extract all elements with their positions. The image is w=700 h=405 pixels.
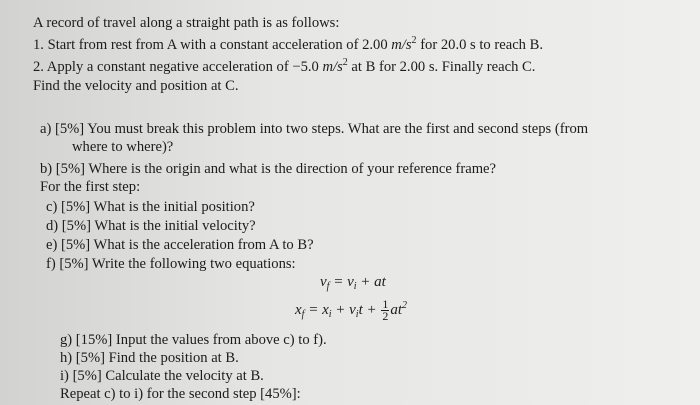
eq1-right: + at bbox=[356, 274, 386, 290]
question-d: d) [5%] What is the initial velocity? bbox=[46, 218, 256, 234]
question-i: i) [5%] Calculate the velocity at B. bbox=[60, 368, 264, 384]
eq2-exponent: 2 bbox=[402, 299, 408, 311]
question-h: h) [5%] Find the position at B. bbox=[60, 350, 239, 366]
equation-position bbox=[295, 299, 407, 322]
question-a-line-2: where to where)? bbox=[72, 139, 174, 155]
fraction-denominator: 2 bbox=[382, 309, 389, 323]
intro-line-1: A record of travel along a straight path is as follows: bbox=[33, 15, 340, 31]
squared-superscript: 2 bbox=[411, 35, 417, 46]
eq1-mid-sub: i bbox=[353, 281, 357, 292]
intro-line-3-pre: 2. Apply a constant negative acceleration of −5.0 bbox=[33, 59, 323, 75]
first-step-heading: For the first step: bbox=[40, 179, 141, 195]
eq2-mid-sub: i bbox=[328, 308, 332, 320]
one-half-fraction bbox=[381, 299, 389, 322]
question-e: e) [5%] What is the acceleration from A to B? bbox=[46, 237, 314, 253]
intro-line-2-unit: m/s bbox=[391, 37, 412, 53]
equation-velocity bbox=[320, 274, 386, 291]
intro-line-3-unit: m/s bbox=[322, 59, 343, 75]
eq2-t: t + bbox=[358, 301, 381, 318]
fraction-numerator: 1 bbox=[382, 297, 389, 311]
eq2-left-sub: f bbox=[301, 308, 305, 320]
intro-line-2 bbox=[33, 36, 543, 54]
intro-line-2-post: for 20.0 s to reach B. bbox=[416, 37, 543, 53]
eq2-mid: = x bbox=[304, 301, 329, 318]
eq1-left-sub: f bbox=[326, 281, 330, 292]
eq2-left: x bbox=[295, 301, 302, 318]
question-b: b) [5%] Where is the origin and what is the direction of your reference frame? bbox=[40, 161, 496, 177]
intro-line-3 bbox=[33, 58, 535, 76]
intro-line-3-post: at B for 2.00 s. Finally reach C. bbox=[347, 59, 536, 75]
question-f: f) [5%] Write the following two equations: bbox=[46, 256, 296, 272]
question-c: c) [5%] What is the initial position? bbox=[46, 199, 255, 215]
repeat-instruction: Repeat c) to i) for the second step [45%]: bbox=[60, 386, 301, 402]
eq2-v: + v bbox=[331, 301, 356, 318]
eq2-end: at bbox=[390, 301, 403, 318]
eq1-left: v bbox=[320, 274, 327, 290]
question-a-line-1: a) [5%] You must break this problem into two steps. What are the first and second steps (from bbox=[40, 121, 589, 137]
eq2-v-sub: i bbox=[355, 308, 359, 320]
squared-superscript: 2 bbox=[342, 57, 348, 68]
intro-line-2-pre: 1. Start from rest from A with a constant acceleration of 2.00 bbox=[33, 37, 392, 53]
intro-line-4: Find the velocity and position at C. bbox=[33, 78, 239, 94]
question-g: g) [15%] Input the values from above c) to f). bbox=[60, 332, 327, 348]
eq1-mid: = v bbox=[329, 274, 354, 290]
